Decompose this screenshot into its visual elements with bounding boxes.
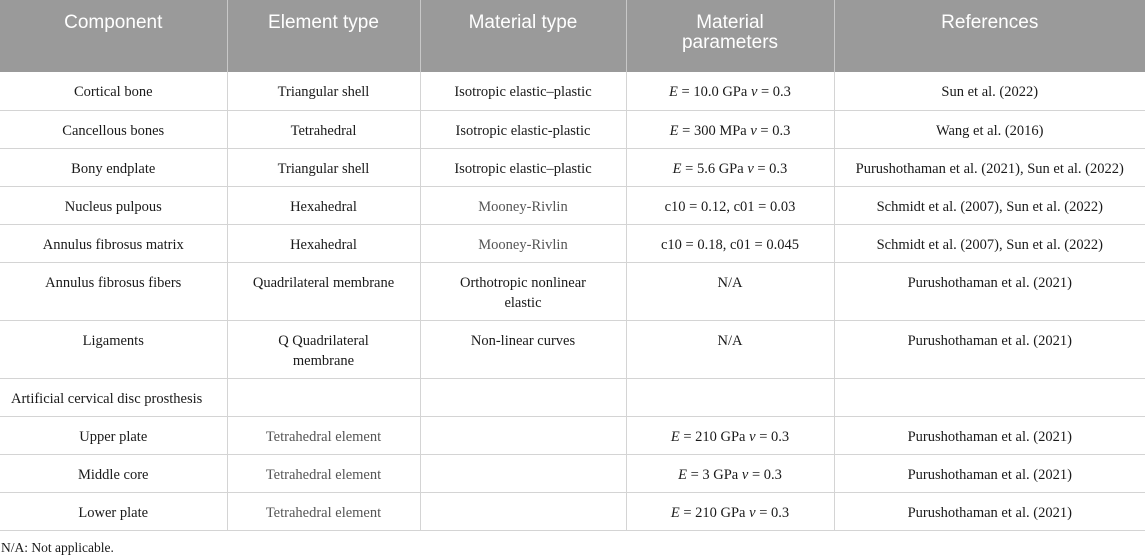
table-row [0,454,1145,492]
poisson-value: = 0.3 [753,160,788,177]
header-component: Component [0,0,227,72]
cell-references: Purushothaman et al. (2021) [834,262,1145,320]
cell-component: Artificial cervical disc prosthesis [0,378,227,416]
cell-element-type: Tetrahedral [227,110,420,148]
cell-element-type: Tetrahedral element [227,492,420,530]
modulus-symbol: E [670,428,680,445]
table-row [0,262,1145,320]
modulus-symbol: E [669,122,679,139]
cell-references: Schmidt et al. (2007), Sun et al. (2022) [834,186,1145,224]
table-row [0,492,1145,530]
poisson-symbol: v [750,122,757,139]
cell-material-parameters: N/A [626,262,834,320]
table-row [0,320,1145,378]
element-type-line: membrane [292,352,355,369]
cell-references [834,378,1145,416]
cell-element-type: Quadrilateral membrane [227,262,420,320]
poisson-symbol: v [750,84,758,100]
cell-material-parameters: c10 = 0.12, c01 = 0.03 [626,186,834,224]
table-row [0,224,1145,262]
cell-component: Nucleus pulpous [0,186,227,224]
cell-material-parameters [626,378,834,416]
poisson-value: = 0.3 [755,428,790,445]
cell-material-type [420,416,626,454]
material-type-line: Orthotropic nonlinear [459,274,587,291]
cell-material-parameters: c10 = 0.18, c01 = 0.045 [626,224,834,262]
table-footnote: N/A: Not applicable. [1,540,114,555]
header-row [0,0,1145,72]
poisson-symbol: v [741,466,749,483]
header-material-parameters: Material parameters [626,0,834,72]
header-references: References [834,0,1145,72]
cell-element-type: Hexahedral [227,186,420,224]
table-row [0,72,1145,110]
cell-material-type: Isotropic elastic-plastic [420,110,626,148]
cell-material-parameters [626,110,834,148]
cell-material-type: Isotropic elastic–plastic [420,148,626,186]
table-header [0,0,1145,72]
cell-material-type: Mooney-Rivlin [420,186,626,224]
cell-material-parameters [626,72,834,110]
table-row [0,148,1145,186]
modulus-value: = 10.0 GPa [677,84,751,100]
modulus-symbol: E [670,504,680,521]
cell-material-parameters [626,454,834,492]
poisson-value: = 0.3 [757,84,791,100]
cell-element-type: Tetrahedral element [227,416,420,454]
cell-component: Bony endplate [0,148,227,186]
header-material-type: Material type [420,0,626,72]
poisson-symbol: v [747,160,754,177]
modulus-symbol: E [672,160,682,177]
modulus-value: = 3 GPa [686,466,742,483]
table-row [0,110,1145,148]
cell-component: Middle core [0,454,227,492]
cell-material-type: Mooney-Rivlin [420,224,626,262]
cell-component: Ligaments [0,320,227,378]
poisson-value: = 0.3 [755,504,790,521]
material-type-line: elastic [504,294,542,311]
poisson-value: = 0.3 [748,466,782,483]
cell-element-type [227,320,420,378]
cell-component: Lower plate [0,492,227,530]
cell-material-type [420,492,626,530]
poisson-value: = 0.3 [756,122,791,139]
cell-element-type [227,378,420,416]
modulus-symbol: E [678,466,687,483]
modulus-value: = 5.6 GPa [681,160,748,177]
table-row [0,416,1145,454]
cell-references: Purushothaman et al. (2021) [834,320,1145,378]
cell-component: Cortical bone [0,72,227,110]
cell-component: Annulus fibrosus matrix [0,224,227,262]
cell-element-type: Tetrahedral element [227,454,420,492]
cell-component: Annulus fibrosus fibers [0,262,227,320]
modulus-value: = 210 GPa [679,504,750,521]
cell-material-parameters [626,492,834,530]
cell-material-parameters [626,148,834,186]
modulus-value: = 300 MPa [678,122,751,139]
header-element-type: Element type [227,0,420,72]
cell-material-type: Isotropic elastic–plastic [420,72,626,110]
cell-material-type [420,262,626,320]
table-row-section [0,378,1145,416]
cell-references: Purushothaman et al. (2021) [834,492,1145,530]
cell-material-parameters: N/A [626,320,834,378]
cell-references: Schmidt et al. (2007), Sun et al. (2022) [834,224,1145,262]
cell-references: Purushothaman et al. (2021), Sun et al. (2022) [834,148,1145,186]
table-body [0,72,1145,530]
cell-component: Upper plate [0,416,227,454]
cell-element-type: Triangular shell [227,72,420,110]
cell-material-type [420,378,626,416]
poisson-symbol: v [749,504,756,521]
cell-material-parameters [626,416,834,454]
table-row [0,186,1145,224]
poisson-symbol: v [749,428,756,445]
cell-material-type: Non-linear curves [420,320,626,378]
cell-references: Wang et al. (2016) [834,110,1145,148]
cell-material-type [420,454,626,492]
cell-component: Cancellous bones [0,110,227,148]
cell-element-type: Triangular shell [227,148,420,186]
cell-references: Sun et al. (2022) [834,72,1145,110]
element-type-line: Q Quadrilateral [278,332,369,349]
modulus-symbol: E [669,84,678,100]
cell-references: Purushothaman et al. (2021) [834,454,1145,492]
modulus-value: = 210 GPa [679,428,750,445]
cell-element-type: Hexahedral [227,224,420,262]
cell-references: Purushothaman et al. (2021) [834,416,1145,454]
